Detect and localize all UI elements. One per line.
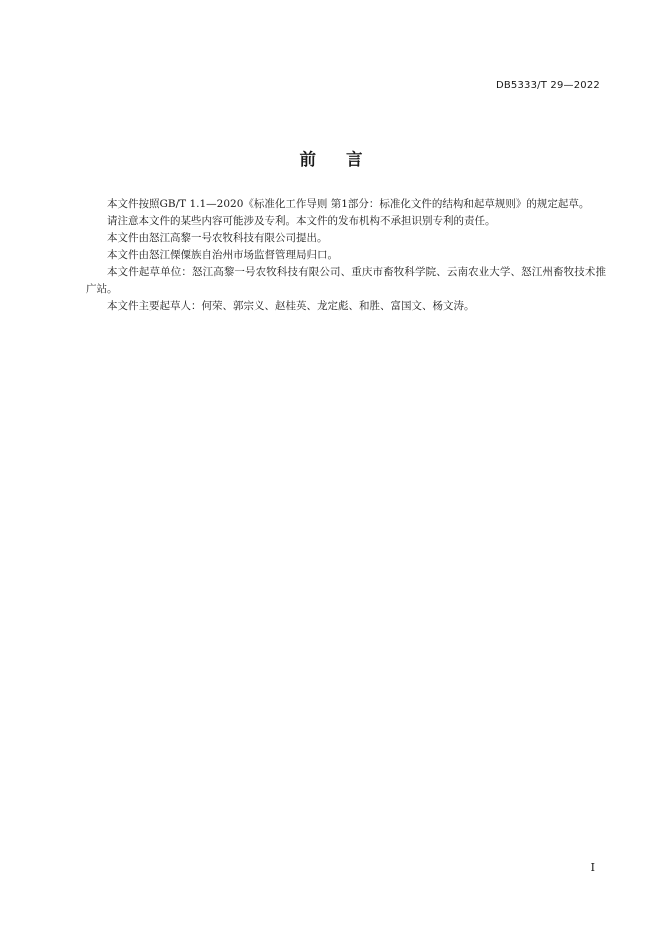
paragraph-proposer: 本文件由怒江高黎一号农牧科技有限公司提出。 bbox=[107, 232, 328, 244]
paragraph-drafting-units: 本文件起草单位：怒江高黎一号农牧科技有限公司、重庆市畜牧科学院、云南农业大学、怒江州畜牧技术推广站。 bbox=[86, 266, 606, 295]
title-char-1: 前 bbox=[299, 150, 316, 169]
title-char-2: 言 bbox=[346, 150, 363, 169]
paragraph-patent-notice: 请注意本文件的某些内容可能涉及专利。本文件的发布机构不承担识别专利的责任。 bbox=[107, 215, 496, 227]
paragraph-drafting-basis: 本文件按照GB/T 1.1—2020《标准化工作导则 第1部分：标准化文件的结构和起草规则》的规定起草。 bbox=[107, 198, 590, 210]
page-title bbox=[0, 146, 662, 170]
page-number: I bbox=[590, 861, 595, 874]
foreword-body bbox=[86, 196, 606, 315]
paragraph-drafters: 本文件主要起草人：何荣、郭宗义、赵桂英、龙定彪、和胜、富国文、杨文涛。 bbox=[107, 300, 475, 312]
paragraph-centralized-by: 本文件由怒江傈僳族自治州市场监督管理局归口。 bbox=[107, 249, 338, 261]
document-code: DB5333/T 29—2022 bbox=[495, 80, 600, 91]
